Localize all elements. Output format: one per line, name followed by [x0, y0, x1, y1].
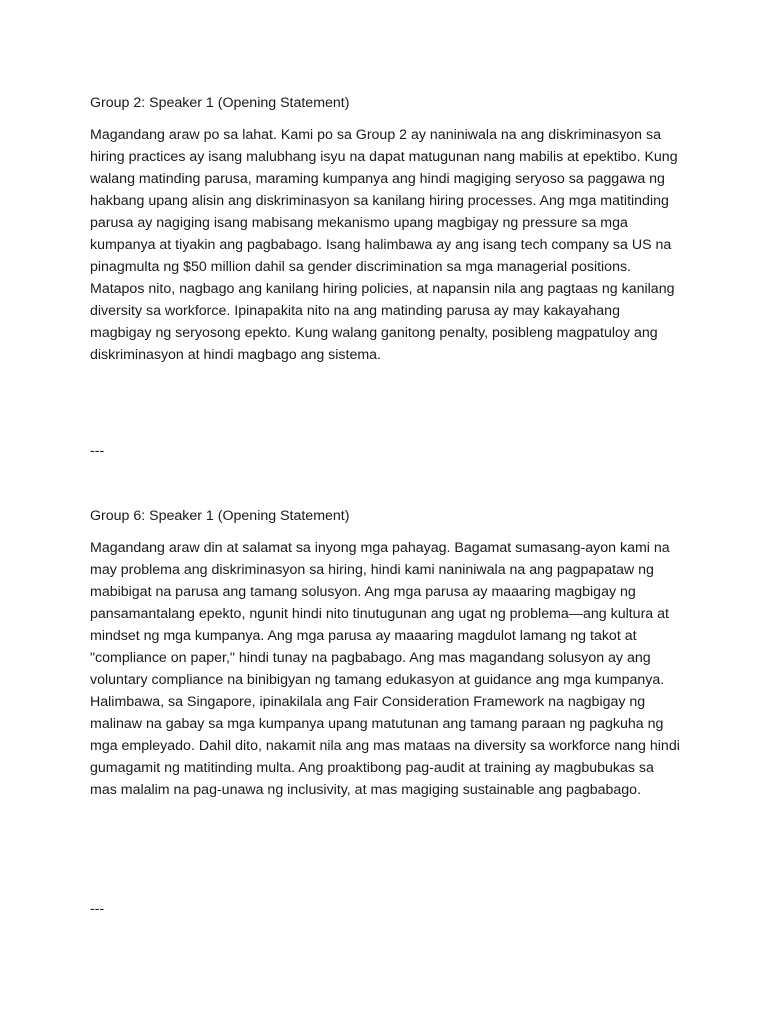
section-body-group-2: Magandang araw po sa lahat. Kami po sa Group 2 ay naniniwala na ang diskriminasyon sa hiring practices ay isang malubhang isyu na dapat matugunan nang mabilis at epektibo. Kung walang matinding parusa, maraming kumpanya ang hindi magiging seryoso sa paggawa ng hakbang upang alisin ang diskriminasyon sa kanilang hiring processes. Ang mga matitinding parusa ay nagiging isang mabisang mekanismo upang magbigay ng pressure sa mga kumpanya at tiyakin ang pagbabago. Isang halimbawa ay ang isang tech company sa US na pinagmulta ng $50 million dahil sa gender discrimination sa mga managerial positions. Matapos nito, nagbago ang kanilang hiring policies, at napansin nila ang pagtaas ng kanilang diversity sa workforce. Ipinapakita nito na ang matinding parusa ay may kakayahang magbigay ng seryosong epekto. Kung walang ganitong penalty, posibleng magpatuloy ang diskriminasyon at hindi magbago ang sistema.: [90, 127, 678, 363]
section-separator: ---: [90, 901, 105, 917]
section-separator: ---: [90, 443, 105, 459]
section-heading-group-6: Group 6: Speaker 1 (Opening Statement): [90, 508, 350, 524]
section-heading-group-2: Group 2: Speaker 1 (Opening Statement): [90, 95, 350, 111]
section-body-group-6: Magandang araw din at salamat sa inyong mga pahayag. Bagamat sumasang-ayon kami na may problema ang diskriminasyon sa hiring, hindi kami naniniwala na ang pagpapataw ng mabibigat na parusa ang tamang solusyon. Ang mga parusa ay maaaring magbigay ng pansamantalang epekto, ngunit hindi nito tinutugunan ang ugat ng problema—ang kultura at mindset ng mga kumpanya. Ang mga parusa ay maaaring magdulot lamang ng takot at "compliance on paper," hindi tunay na pagbabago. Ang mas magandang solusyon ay ang voluntary compliance na binibigyan ng tamang edukasyon at guidance ang mga kumpanya. Halimbawa, sa Singapore, ipinakilala ang Fair Consideration Framework na nagbigay ng malinaw na gabay sa mga kumpanya upang matutunan ang tamang paraan ng pagkuha ng mga empleyado. Dahil dito, nakamit nila ang mas mataas na diversity sa workforce nang hindi gumagamit ng matitinding multa. Ang proaktibong pag-audit at training ay magbubukas sa mas malalim na pag-unawa ng inclusivity, at mas magiging sustainable ang pagbabago.: [90, 540, 680, 798]
